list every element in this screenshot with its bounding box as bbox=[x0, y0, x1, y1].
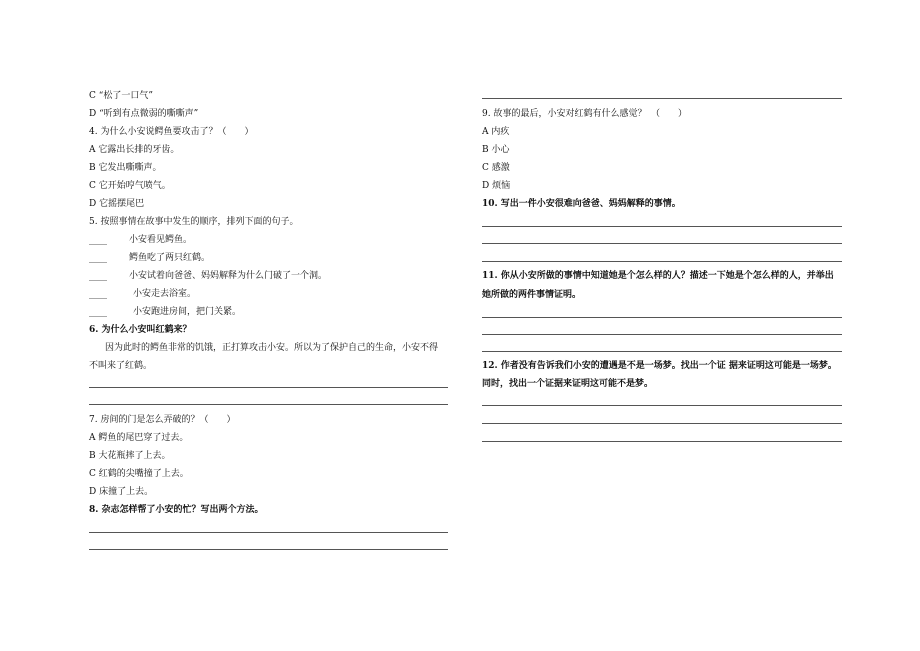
q11-question-line-1: 11. 你从小安所做的事情中知道她是个怎么样的人？描述一下她是个怎么样的人，并举出 bbox=[482, 271, 834, 281]
q5-item-text: 小安跑进房间，把门关紧。 bbox=[133, 307, 242, 317]
answer-line[interactable] bbox=[89, 404, 448, 405]
q5-item bbox=[89, 252, 210, 264]
q5-question: 5. 按照事情在故事中发生的顺序，排列下面的句子。 bbox=[89, 217, 299, 227]
q4-option-b: B 它发出嘶嘶声。 bbox=[89, 163, 162, 173]
order-blank[interactable]: ____ bbox=[89, 235, 107, 245]
q4-option-d: D 它摇摆尾巴 bbox=[89, 199, 145, 209]
q5-item bbox=[89, 234, 192, 246]
q9-question: 9. 故事的最后，小安对红鹤有什么感觉？ （ ） bbox=[482, 109, 687, 119]
answer-line[interactable] bbox=[482, 441, 842, 442]
q3-option-c: C “松了一口气” bbox=[89, 91, 153, 101]
order-blank[interactable]: ____ bbox=[89, 253, 107, 263]
q5-item-text: 鳄鱼吃了两只红鹤。 bbox=[129, 253, 211, 263]
answer-line[interactable] bbox=[482, 334, 842, 335]
q5-item bbox=[89, 288, 196, 300]
answer-line[interactable] bbox=[482, 423, 842, 424]
q4-option-c: C 它开始哼气喷气。 bbox=[89, 181, 171, 191]
order-blank[interactable]: ____ bbox=[89, 307, 107, 317]
q7-option-b: B 大花瓶摔了上去。 bbox=[89, 451, 171, 461]
q7-option-a: A 鳄鱼的尾巴穿了过去。 bbox=[89, 433, 189, 443]
q6-question: 6. 为什么小安叫红鹤来？ bbox=[89, 325, 192, 335]
order-blank[interactable]: ____ bbox=[89, 289, 107, 299]
q12-question-line-2: 同时，找出一个证据来证明这可能不是梦。 bbox=[482, 379, 654, 389]
q5-item-text: 小安看见鳄鱼。 bbox=[129, 235, 193, 245]
q4-question: 4. 为什么小安说鳄鱼要攻击了？（ ） bbox=[89, 127, 254, 137]
q5-item-text: 小安走去浴室。 bbox=[133, 289, 197, 299]
q6-answer-line-1: 因为此时的鳄鱼非常的饥饿，正打算攻击小安。所以为了保护自己的生命，小安不得 bbox=[105, 343, 439, 353]
answer-line[interactable] bbox=[482, 243, 842, 244]
q6-answer-line-2: 不叫来了红鹤。 bbox=[89, 361, 153, 371]
q9-option-a: A 内疚 bbox=[482, 127, 510, 137]
q10-question: 10. 写出一件小安很难向爸爸、妈妈解释的事情。 bbox=[482, 199, 681, 209]
answer-line[interactable] bbox=[482, 98, 842, 99]
order-blank[interactable]: ____ bbox=[89, 271, 107, 281]
answer-line[interactable] bbox=[482, 226, 842, 227]
q9-option-d: D 烦恼 bbox=[482, 181, 511, 191]
answer-line[interactable] bbox=[89, 387, 448, 388]
q7-option-c: C 红鹤的尖嘴撞了上去。 bbox=[89, 469, 189, 479]
answer-line[interactable] bbox=[482, 317, 842, 318]
answer-line[interactable] bbox=[482, 261, 842, 262]
q5-item-text: 小安试着向爸爸、妈妈解释为什么门破了一个洞。 bbox=[129, 271, 328, 281]
q3-option-d: D “听到有点微弱的嘶嘶声” bbox=[89, 109, 199, 119]
answer-line[interactable] bbox=[482, 405, 842, 406]
q12-question-line-1: 12. 作者没有告诉我们小安的遭遇是不是一场梦。找出一个证 据来证明这可能是一场梦。 bbox=[482, 361, 837, 371]
q8-question: 8. 杂志怎样帮了小安的忙？写出两个方法。 bbox=[89, 505, 264, 515]
q11-question-line-2: 她所做的两件事情证明。 bbox=[482, 290, 582, 300]
q9-option-b: B 小心 bbox=[482, 145, 510, 155]
q7-question: 7. 房间的门是怎么弄破的？（ ） bbox=[89, 415, 236, 425]
q5-item bbox=[89, 270, 327, 282]
answer-line[interactable] bbox=[89, 549, 448, 550]
q9-option-c: C 感激 bbox=[482, 163, 510, 173]
q7-option-d: D 床撞了上去。 bbox=[89, 487, 154, 497]
answer-line[interactable] bbox=[89, 532, 448, 533]
q5-item bbox=[89, 306, 241, 318]
answer-line[interactable] bbox=[482, 351, 842, 352]
q4-option-a: A 它露出长排的牙齿。 bbox=[89, 145, 180, 155]
